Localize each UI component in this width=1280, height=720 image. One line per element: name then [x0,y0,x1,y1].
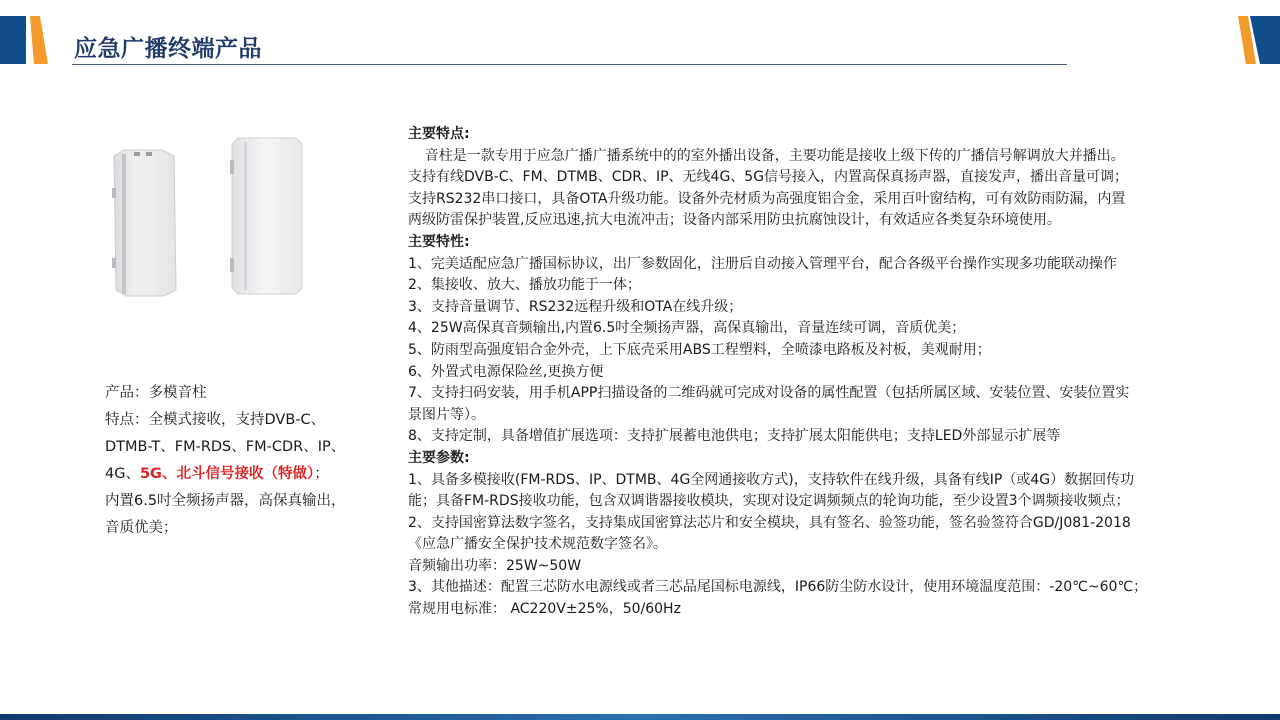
product-name: 产品：多模音柱 [105,385,207,401]
characteristics-line: 1、完美适配应急广播国标协议，出厂参数固化，注册后自动接入管理平台，配合各级平台操作实现多功能联动操作 [408,255,1117,272]
characteristics-line: 7、支持扫码安装，用手机APP扫描设备的二维码就可完成对设备的属性配置（包括所属区域、安装位置、安装位置实 [408,385,1130,402]
features-line: 支持RS232串口接口，具备OTA升级功能。设备外壳材质为高强度铝合金，采用百叶窗结构，可有效防雨防漏，内置 [408,190,1126,207]
product-features-line: DTMB-T、FM-RDS、FM-CDR、IP、 [105,439,346,455]
product-features-line [105,461,380,488]
characteristics-line: 4、25W高保真音频输出,内置6.5吋全频扬声器，高保真输出，音量连续可调，音质优美； [408,320,966,337]
highlight-text: 5G、北斗信号接收（特做） [139,466,315,482]
product-features-line: 内置6.5吋全频扬声器，高保真输出， [105,493,346,509]
spec-text-column [408,124,1234,621]
params-line: 3、其他描述：配置三芯防水电源线或者三芯品尾国标电源线，IP66防尘防水设计，使用环境温度范围：-20℃~60℃； [408,579,1148,596]
section-heading-params: 主要参数: [408,449,470,466]
features-line: 支持有线DVB-C、FM、DTMB、CDR、IP、无线4G、5G信号接入，内置高保真扬声器，直接发声，播出音量可调； [408,169,1129,186]
params-line: 《应急广播安全保护技术规范数字签名》。 [408,536,667,553]
params-line: 能；具备FM-RDS接收功能，包含双调谐器接收模块，实现对设定调频频点的轮询功能，至少设置3个调频接收频点； [408,493,1130,510]
params-line: 音频输出功率：25W~50W [408,557,582,574]
characteristics-line: 2、集接收、放大、播放功能于一体； [408,277,641,294]
params-line: 常规用电标准： AC220V±25%，50/60Hz [408,601,681,618]
characteristics-line: 8、支持定制，具备增值扩展选项：支持扩展蓄电池供电；支持扩展太阳能供电；支持LED外部显示扩展等 [408,428,1061,445]
corner-decoration-left [0,16,48,64]
section-heading-features: 主要特点: [408,126,470,142]
params-line: 2、支持国密算法数字签名，支持集成国密算法芯片和安全模块，具有签名、验签功能，签名验签符合GD/J081-2018 [408,514,1131,531]
title-divider [72,64,1067,65]
corner-decoration-right [1238,16,1280,64]
bottom-accent-bar [0,714,1280,720]
characteristics-line: 5、防雨型高强度铝合金外壳，上下底壳采用ABS工程塑料，全喷漆电路板及衬板，美观耐用； [408,341,991,358]
characteristics-line: 3、支持音量调节、RS232远程升级和OTA在线升级； [408,298,743,315]
product-features-line: 特点：全模式接收，支持DVB-C、 [105,412,326,428]
characteristics-line: 6、外置式电源保险丝,更换方便 [408,363,604,380]
section-heading-characteristics: 主要特性: [408,233,470,250]
characteristics-line: 景图片等）。 [408,406,485,423]
params-line: 1、具备多模接收(FM-RDS、IP、DTMB、4G全网通接收方式)，支持软件在线升级，具备有线IP（或4G）数据回传功 [408,471,1135,488]
features-suffix: ； [314,466,329,482]
product-image [104,128,324,308]
product-summary [105,380,380,542]
features-line: 音柱是一款专用于应急广播广播系统中的的室外播出设备，主要功能是接收上级下传的广播信号解调放大并播出。 [424,147,1125,164]
product-features-line: 音质优美； [105,520,178,536]
features-prefix: 4G、 [105,466,140,482]
features-line: 两级防雷保护装置,反应迅速,抗大电流冲击；设备内部采用防虫抗腐蚀设计，有效适应各类复杂环境使用。 [408,212,1061,229]
page-title: 应急广播终端产品 [74,36,262,62]
